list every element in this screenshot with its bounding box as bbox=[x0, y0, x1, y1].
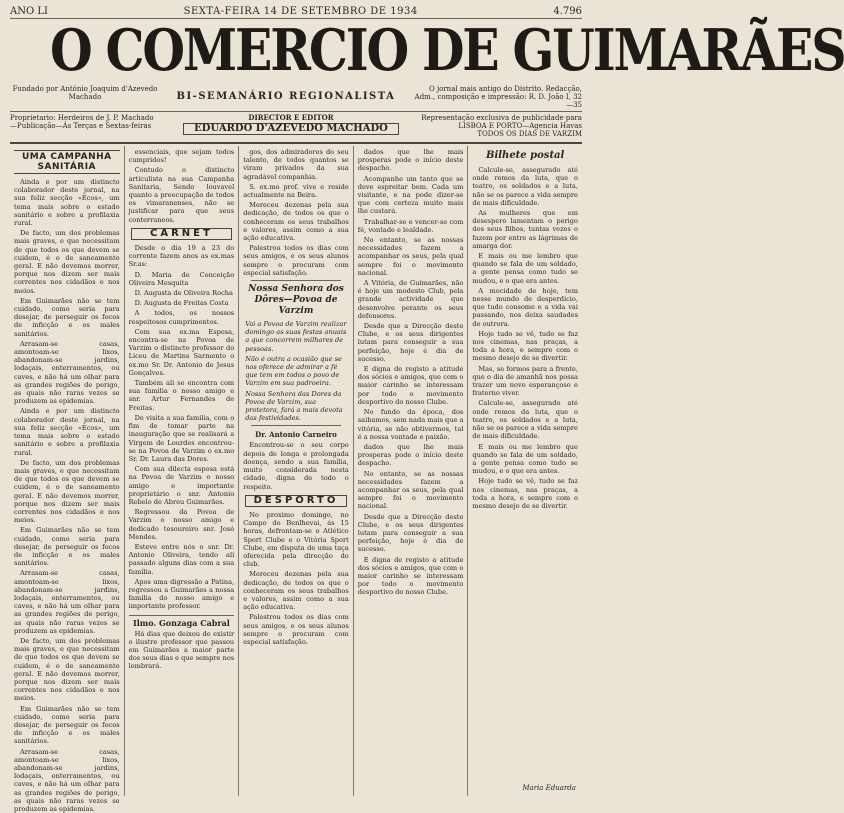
year-label: ANO LI bbox=[10, 5, 48, 17]
column-5 bbox=[468, 146, 582, 796]
paragraph: De facto, um dos problemas mais graves, e que necessitam de que todos os que devem se cuidem, é o de saneamento geral. E não devemos morrer, porque nos dizem ser mais correntes nos cidadãos e nos meios. bbox=[14, 229, 120, 295]
paragraph: De visita a sua familia, com o fim de tomar parte na inauguração que se realisará a Virgem de Lourdes encontrou-se na Povoa de Varzim o ex.mo Sr. Dr. Laura das Dores. bbox=[128, 413, 235, 463]
paragraph: No fundo da época, dos saibamos, sem nada mais que a vitória, se não obtivermos, tal é a nossa vontade e paixão. bbox=[357, 408, 464, 441]
masthead-title: O COMERCIO DE GUIMARÃES bbox=[50, 17, 844, 84]
info-row-bottom bbox=[10, 114, 582, 144]
obituary-heading: Dr. Antonio Carneiro bbox=[255, 430, 337, 440]
paragraph: E digna de registo a atitude dos sócios e amigos, que com o maior carinho se interessam por todo o movimento desportivo do nosso Clube. bbox=[357, 365, 464, 406]
paragraph: Arrasam-se casas, amontoam-se lixos, abandonam-se jardins, lodaçais, enterramentos, ou caves, e não há um olhar para as grandes regiões de perigo, as quais não raras vezes se produzem as epidemias. bbox=[14, 569, 120, 635]
paragraph: Acompanhe um tanto que se deve espreitar bem. Cada um visitante, e na pode dizer-se que com certeza muito mais lhe custará. bbox=[357, 174, 464, 216]
paragraph: Apos uma digressão a Patina, regressou a Guimarães a nossa familia do nosso amigo e importante professor. bbox=[128, 577, 235, 611]
column-1 bbox=[10, 146, 125, 813]
poem-block bbox=[243, 320, 349, 422]
paragraph: A mocidade de hoje, tem nesse mundo de desperdício, que tudo consome e a vida vai passando, nos deixa saudades de outrora. bbox=[472, 286, 578, 328]
issue-date: SEXTA-FEIRA 14 DE SETEMBRO DE 1934 bbox=[183, 5, 418, 17]
paragraph: Em Guimarães não se tem cuidado, como seria para desejar, de perseguir os focos de inficção e os males sanitários. bbox=[14, 704, 120, 746]
desporto-heading: DESPORTO bbox=[245, 495, 347, 507]
paragraph: Ainda e por um distincto colaborador deste jornal, na sua feliz secção «Ecos», um tema mais sobre o estado sanitário e sobre a profilaxia rural. bbox=[14, 178, 120, 228]
paragraph: E mais ou me lembro que quando se fala de um soldado, a gente pensa como tudo se mudou, e o que era antes. bbox=[472, 442, 578, 476]
paragraph: S. ex.mo prof. vive e reside actualmente na Beira. bbox=[243, 182, 349, 200]
paragraph: A Vitória, de Guimarães, não é hoje um modesto Club, pela grande actividade que desenvolve perante os seus defensores. bbox=[357, 279, 464, 320]
proprietor-note: Proprietario: Herdeiros de J. P. Machado bbox=[10, 114, 154, 122]
paragraph: Hoje tudo se vê, tudo se faz nos cinemas, nas praças, a toda a hora, e sempre com o mesmo desejo de se divertir. bbox=[472, 329, 578, 363]
director-label: DIRECTOR E EDITOR bbox=[248, 113, 334, 122]
paragraph: No entanto, se as nossas necessidades fazem a acompanhar os seus, pela qual sempre foi o movimento nacional. bbox=[357, 236, 464, 277]
column-4 bbox=[354, 146, 469, 796]
paragraph: Encontrou-se o seu corpo depois de longa e prolongada doença, sendo a sua família, muito considerada nesta cidade, digna de todo o respeito. bbox=[243, 441, 349, 491]
director-name: EDUARDO D'AZEVEDO MACHADO bbox=[183, 123, 399, 135]
poem-stanza: Nossa Senhora das Dores da Povoa de Varzim, sua protetora, fará a mais devota das festividades. bbox=[245, 389, 343, 423]
paragraph: A todos, os nossos respeitosos cumprimentos. bbox=[128, 309, 235, 326]
paragraph: Em Guimarães não se tem cuidado, como seria para desejar, de perseguir os focos de inficção e os males sanitários. bbox=[14, 526, 120, 568]
notice-note: TODOS OS DIAS DE VARZIM bbox=[477, 130, 582, 138]
paragraph: Mereceu dezenas pela sua dedicação, de todos os que o conheceram os seus trabalhos e valores, assim como a sua ação educativa. bbox=[243, 201, 349, 243]
paragraph: As mulheres que em desespero lamentam o perigo dos seus filhos, tantas vezes o fazem por entre as lágrimas de amarga dor. bbox=[472, 209, 578, 250]
author-signature: Maria Eduarda bbox=[522, 783, 576, 792]
paragraph: Em Guimarães não se tem cuidado, como seria para desejar, de perseguir os focos de inficção e os males sanitários. bbox=[14, 296, 120, 338]
oldest-journal-note: O jornal mais antigo do Distrito. Redacção, Adm., composição e impressão: R. D. João I, 32—35 bbox=[414, 85, 582, 109]
paragraph: Calcule-se, assegurado até onde remos da luta, que o teatro, os soldados e a luta, não se os parece a vida sempre de mais dificuldade. bbox=[472, 399, 578, 441]
paragraph: Ainda e por um distincto colaborador deste jornal, na sua feliz secção «Ecos», um tema mais sobre o estado sanitário e sobre a profilaxia rural. bbox=[14, 407, 120, 457]
paragraph: dados que lhe mais prosperas pode o início deste despacho. bbox=[357, 442, 464, 468]
representation-note: Representação exclusiva de publicidade para LISBOA E PORTO—Agencia Havas bbox=[421, 114, 582, 130]
divider bbox=[251, 425, 341, 426]
paragraph: Com sua dilecta esposa está na Povoa de Varzim o nosso amigo e importante proprietário o snr. Antonio Rebelo de Abreu Guimarães. bbox=[128, 465, 235, 506]
paragraph: E digna de registo a atitude dos sócios e amigos, que com o maior carinho se interessam por todo o movimento desportivo do nosso Clube. bbox=[357, 555, 464, 597]
headline-campanha: UMA CAMPANHA SANITÁRIA bbox=[14, 150, 120, 174]
varzim-heading: Nossa Senhora dos Dôres—Povoa de Varzim bbox=[248, 284, 344, 317]
paragraph: dados que lhe mais prosperas pode o início deste despacho. bbox=[357, 148, 464, 173]
divider bbox=[251, 280, 341, 281]
paragraph: Palestrou todos os dias com seus amigos, e os seus alunos sempre o procuram com especial satisfação. bbox=[243, 613, 349, 646]
paragraph: Arrasam-se casas, amontoam-se lixos, abandonam-se jardins, lodaçais, enterramentos, ou caves, e não há um olhar para as grandes regiões de perigo, as quais não raras vezes se produzem as epidemias. bbox=[14, 339, 120, 406]
publication-note: —Publicação—Ás Terças e Sextas-feiras bbox=[10, 122, 152, 130]
poem-stanza: Não é outra a ocasião que se nos oferece de admirar a fé que tem em todos o povo de Varzim em sua padroeira. bbox=[245, 354, 342, 388]
anniversary-item: D. Maria de Conceição Oliveira Mesquita bbox=[128, 270, 235, 287]
paragraph: E mais ou me lembro que quando se fala de um soldado, a gente pensa como tudo se mudou, e o que era antes. bbox=[472, 252, 578, 285]
paragraph: Regressou da Povoa de Varzim o nosso amigo e dedicado tesoureiro snr. José Mendes. bbox=[128, 508, 235, 541]
paragraph: Esteve entre nós o snr. Dr. Antonio Oliveira, tendo ali passado alguns dias com a sua família. bbox=[128, 542, 235, 576]
poem-stanza: Vai a Povoa de Varzim realizar domingo as suas festas anuais a que concorrem milhares de pessoas. bbox=[245, 320, 347, 353]
info-row-top bbox=[10, 85, 582, 112]
issue-number: 4.796 bbox=[553, 5, 582, 17]
paragraph: Arrasam-se casas, amontoam-se lixos, abandonam-se jardins, lodaçais, enterramentos, ou caves, e não há um olhar para as grandes regiões de perigo, as quais não raras vezes se produzem as epidemias. bbox=[14, 747, 120, 813]
founder-note: Fundado por António Joaquim d'Azevedo Machado bbox=[12, 85, 158, 101]
paragraph: essenciais, que sejam todos cumpridos! bbox=[128, 148, 235, 165]
paragraph: Hoje tudo se vê, tudo se faz nos cinemas, nas praças, a toda a hora, e sempre com o mesmo desejo de se divertir. bbox=[472, 477, 578, 510]
anniversary-item: D. Augusta de Oliveira Rocha bbox=[134, 289, 233, 298]
carnet-heading: CARNET bbox=[131, 228, 233, 240]
paragraph: De facto, um dos problemas mais graves, e que necessitam de que todos os que devem se cuidem, é o de saneamento geral. E não devemos morrer, porque nos dizem ser mais correntes nos cidadãos e nos meios. bbox=[14, 636, 120, 703]
paragraph: Também ali se encontra com sua familia o nosso amigo e snr. Artur Fernandes de Freitas. bbox=[128, 379, 235, 412]
paragraph: Há dias que deixou de existir o ilustre professor que passou em Guimarães a maior parte dos seus dias e que sempre nos lembrará. bbox=[128, 629, 235, 671]
paragraph: Palestrou todos os dias com seus amigos, e os seus alunos sempre o procuram com especial satisfação. bbox=[243, 244, 349, 277]
bisemanario-label: BI-SEMANÁRIO REGIONALISTA bbox=[176, 91, 396, 102]
paragraph: Com sua ex.ma Esposa, encontra-se na Povoa de Varzim o distincto professor do Liceu de Martins Sarmento o ex.mo Sr. Dr. Antonio de Jesus Gonçalves. bbox=[128, 327, 235, 377]
paragraph: Contudo o distincto articulista na sua Campanha Sanitaria, Sendo louvavel quanto a preocupação de todos os vimaranenses, não se justificar para que seus conterraneos. bbox=[128, 166, 235, 224]
paragraph: Desde que a Direcção deste Clube, e os seus dirigentes lutam para conseguir a sua perfeição, hoje é dia de sucesso. bbox=[357, 512, 464, 554]
anniversary-item: D. Augusta de Freitas Costa bbox=[134, 299, 229, 308]
paragraph: Desde que a Direcção deste Clube, e os seus dirigentes lutam para conseguir a sua perfeição, hoje é dia de sucesso. bbox=[357, 322, 464, 363]
column-3 bbox=[239, 146, 354, 796]
paragraph: De facto, um dos problemas mais graves, e que necessitam de que todos os que devem se cuidem, é o de saneamento geral. E não devemos morrer, porque nos dizem ser mais correntes nos cidadãos e nos meios. bbox=[14, 458, 120, 525]
paragraph: Desde o dia 19 a 23 do corrente fazem anos as ex.mas Sr.as: bbox=[128, 244, 235, 269]
bilhete-postal-heading: Bilhete postal bbox=[486, 150, 565, 161]
paragraph: Mereceu dezenas pela sua dedicação, de todos os que o conheceram os seus trabalhos e valores, assim como a sua ação educativa. bbox=[243, 570, 349, 612]
paragraph: No entanto, se as nossas necessidades fazem a acompanhar os seus, pela qual sempre foi o movimento nacional. bbox=[357, 469, 464, 511]
paragraph: No proximo domingo, no Campo do Benlhevai, ás 15 horas, defrontam-se o Atlético Sport Clube e o Vitória Sport Clube, em disputa de uma taça oferecida pela direcção do club. bbox=[243, 510, 349, 569]
paragraph: gos, dos admiradores do seu talento, de todos quantos se viram privados da sua agradável companhia. bbox=[243, 148, 349, 181]
gonzaga-heading: Ilmo. Gonzaga Cabral bbox=[129, 615, 235, 628]
paragraph: Calcule-se, assegurado até onde remos da luta, que o teatro, os soldados e a luta, não se os parece a vida sempre de mais dificuldade. bbox=[472, 166, 578, 207]
column-2 bbox=[125, 146, 240, 796]
paragraph: Mas, se formos para a frente, que o dia de amanhã nos possa trazer um novo esperançoso e fraterno viver. bbox=[472, 364, 578, 398]
paragraph: Trabalhar-se e vencer-se com fé, vontade e lealdade. bbox=[357, 217, 464, 234]
article-columns bbox=[10, 146, 582, 813]
